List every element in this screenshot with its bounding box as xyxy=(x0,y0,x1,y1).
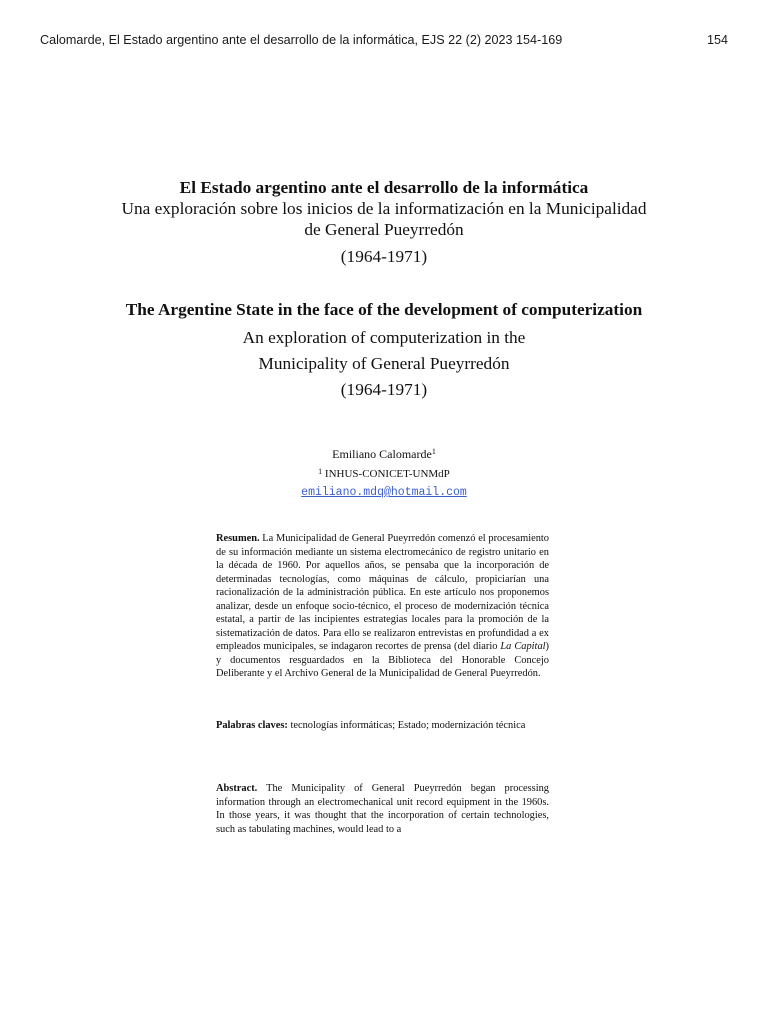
author-block xyxy=(120,446,648,501)
resumen-text-part-2: ) y documentos resguardados en la Biblioteca del Honorable Concejo Deliberante y el Archivo General de la Municipalidad de General Pueyrredón. xyxy=(216,641,549,679)
keywords-label: Palabras claves: xyxy=(216,720,288,731)
author-email-link[interactable]: emiliano.mdq@hotmail.com xyxy=(301,486,467,499)
affiliation-text: INHUS-CONICET-UNMdP xyxy=(322,468,450,480)
english-years: (1964-1971) xyxy=(340,380,428,399)
affiliation xyxy=(120,466,648,482)
spanish-subtitle: Una exploración sobre los inicios de la informatización en la Municipalidad de General Pueyrredón xyxy=(121,199,647,239)
author-superscript: 1 xyxy=(431,447,436,456)
running-header xyxy=(40,32,728,48)
resumen-text-part-1: La Municipalidad de General Pueyrredón comenzó el procesamiento de su información mediante un sistema electromecánico de registro unitario en la década de 1960. Por aquellos años, se pensaba que la incorporación de determinadas tecnologías, como máquinas de cálculo, propiciarían una racionalización de la administración pública. En este artículo nos proponemos analizar, desde un enfoque socio-técnico, el proceso de modernización técnica estatal, a partir de las incipientes estrategias locales para la promoción de la sistematización de datos. Para ello se realizaron entrevistas en profundidad a ex empleados municipales, se indagaron recortes de prensa (del diario xyxy=(216,533,549,652)
keywords-paragraph xyxy=(216,719,549,733)
abstract-label: Abstract. xyxy=(216,783,258,794)
resumen-label: Resumen. xyxy=(216,533,260,544)
spanish-title: El Estado argentino ante el desarrollo de la informática xyxy=(179,178,589,197)
keywords-text: tecnologías informáticas; Estado; modernización técnica xyxy=(287,720,526,731)
citation-line: Calomarde, El Estado argentino ante el desarrollo de la informática, EJS 22 (2) 2023 154-169 xyxy=(40,33,563,47)
spanish-years: (1964-1971) xyxy=(340,247,428,266)
english-subtitle-line-2: Municipality of General Pueyrredón xyxy=(258,354,510,373)
english-subtitle-line-1: An exploration of computerization in the xyxy=(242,328,526,347)
spanish-title-block xyxy=(120,178,648,267)
abstract-text: The Municipality of General Pueyrredón began processing information through an electromechanical unit record equipment in the 1960s. In those years, it was thought that the incorporation of certain technologies, such as tabulating machines, would lead to a xyxy=(216,783,549,835)
english-title: The Argentine State in the face of the development of computerization xyxy=(125,300,643,319)
resumen-paragraph xyxy=(216,532,549,681)
author-name-text: Emiliano Calomarde xyxy=(332,447,432,461)
abstract-paragraph xyxy=(216,782,549,838)
author-name xyxy=(120,446,648,462)
english-title-block xyxy=(120,300,648,403)
page-number: 154 xyxy=(706,33,728,47)
affiliation-superscript: 1 xyxy=(318,467,323,476)
resumen-newspaper-title: La Capital xyxy=(500,641,546,652)
